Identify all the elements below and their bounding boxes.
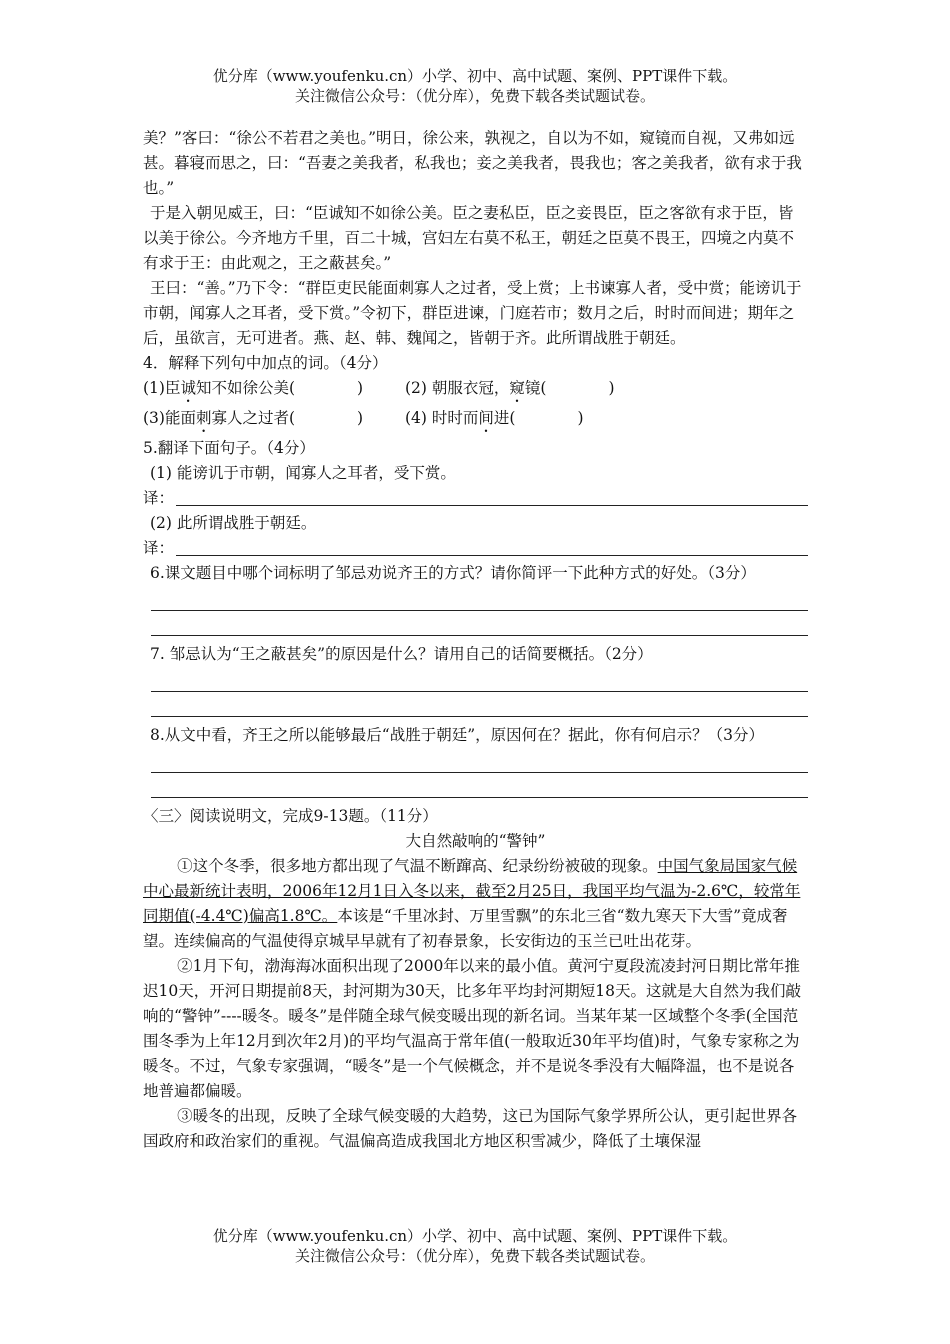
passage-paragraph-3: 王曰：“善。”乃下令：“群臣吏民能面刺寡人之过者，受上赏；上书谏寡人者，受中赏；能谤讥于市朝，闻寡人之耳者，受下赏。”令初下，群臣进谏，门庭若市；数月之后，时时而间进；期年之后，虽欲言，无可进者。燕、赵、韩、魏闻之，皆朝于齐。此所谓战胜于朝廷。 [143,279,802,347]
header-line-2: 关注微信公众号：（优分库），免费下载各类试题试卷。 [294,87,655,105]
answer-line[interactable] [151,611,808,636]
page-header [0,66,950,106]
question-5-sentence-1: (1) 能谤讥于市朝，闻寡人之耳者，受下赏。 [150,464,456,482]
question-5-stem: 5.翻译下面句子。（4分） [143,439,315,457]
question-5-answer-2[interactable] [143,536,808,561]
answer-line[interactable] [151,667,808,692]
dotted-word: 刺 [195,409,212,427]
question-4-item-1: (1)臣诚知不如徐公美( ) [143,379,364,397]
page-footer [0,1226,950,1266]
passage-paragraph-1: 美？”客曰：“徐公不若君之美也。”明日，徐公来，孰视之，自以为不如，窥镜而自视，又弗如远甚。暮寝而思之，曰：“吾妻之美我者，私我也；妾之美我者，畏我也；客之美我者，欲有求于我也。” [143,129,802,197]
question-4-row-1 [143,376,808,406]
question-7-stem: 7. 邹忌认为“王之蔽甚矣”的原因是什么？请用自己的话简要概括。（2分） [150,645,653,663]
question-4-item-3: (3)能面刺寡人之过者( ) [143,409,364,427]
question-4-item-4: (4) 时时而间进( ) [405,409,584,427]
dotted-word: 窥 [509,379,525,397]
section-3-heading: 〈三〉阅读说明文，完成9-13题。（11分） [143,807,438,825]
question-5-sentence-2: (2) 此所谓战胜于朝廷。 [150,514,317,532]
dotted-word: 间 [478,409,494,427]
answer-line[interactable] [176,489,808,506]
question-4-row-2 [143,406,808,436]
question-5-answer-1[interactable] [143,486,808,511]
article-paragraph-3: ③暖冬的出现，反映了全球气候变暖的大趋势，这已为国际气象学界所公认，更引起世界各国政府和政治家们的重视。气温偏高造成我国北方地区积雪减少，降低了土壤保湿 [143,1107,798,1150]
answer-line[interactable] [151,748,808,773]
underlined-sentence: 中国气象局国家气候中心最新统计表明，2006年12月1日入冬以来，截至2月25日，我国平均气温为-2.6℃，较常年同期值(-4.4℃)偏高1.8℃。 [143,857,801,925]
document-body [143,126,808,1154]
translation-label: 译： [143,489,175,507]
passage-paragraph-2: 于是入朝见威王，曰：“臣诚知不如徐公美。臣之妻私臣，臣之妾畏臣，臣之客欲有求于臣，皆以美于徐公。今齐地方千里，百二十城，宫妇左右莫不私王，朝廷之臣莫不畏王，四境之内莫不有求于王：由此观之，王之蔽甚矣。” [143,204,795,272]
footer-line-1: 优分库（www.youfenku.cn）小学、初中、高中试题、案例、PPT课件下载。 [212,1227,738,1245]
header-line-1: 优分库（www.youfenku.cn）小学、初中、高中试题、案例、PPT课件下载。 [212,67,738,85]
footer-line-2: 关注微信公众号：（优分库），免费下载各类试题试卷。 [294,1247,655,1265]
question-6-stem: 6.课文题目中哪个词标明了邹忌劝说齐王的方式？请你简评一下此种方式的好处。（3分） [150,564,756,582]
question-4-item-2: (2) 朝服衣冠，窥镜( ) [405,379,615,397]
question-4-stem: 4．解释下列句中加点的词。（4分） [143,354,388,372]
answer-line[interactable] [176,539,808,556]
article-paragraph-2: ②1月下旬，渤海海冰面积出现了2000年以来的最小值。黄河宁夏段流凌封河日期比常年推迟10天，开河日期提前8天，封河期为30天，比多年平均封河期短18天。这就是大自然为我们敲响的“警钟”----暖冬。暖冬”是伴随全球气候变暖出现的新名词。当某年某一区域整个冬季(全国范围冬季为上年12月到次年2月)的平均气温高于常年值(一般取近30年平均值)时，气象专家称之为暖冬。不过，气象专家强调，“暖冬”是一个气候概念，并不是说冬季没有大幅降温，也不是说各地普遍都偏暖。 [143,957,802,1100]
question-8-stem: 8.从文中看，齐王之所以能够最后“战胜于朝廷”，原因何在？据此，你有何启示？（3分） [150,726,765,744]
answer-line[interactable] [151,586,808,611]
translation-label: 译： [143,539,175,557]
article-title: 大自然敲响的“警钟” [405,832,546,850]
answer-line[interactable] [151,773,808,798]
article-paragraph-1: ①这个冬季，很多地方都出现了气温不断蹿高、纪录纷纷被破的现象。中国气象局国家气候中心最新统计表明，2006年12月1日入冬以来，截至2月25日，我国平均气温为-2.6℃，较常年同期值(-4.4℃)偏高1.8℃。本该是“千里冰封、万里雪飘”的东北三省“数九寒天下大雪”竟成奢望。连续偏高的气温使得京城早早就有了初春景象，长安街边的玉兰已吐出花芽。 [143,857,801,950]
dotted-word: 诚 [180,379,196,397]
answer-line[interactable] [151,692,808,717]
